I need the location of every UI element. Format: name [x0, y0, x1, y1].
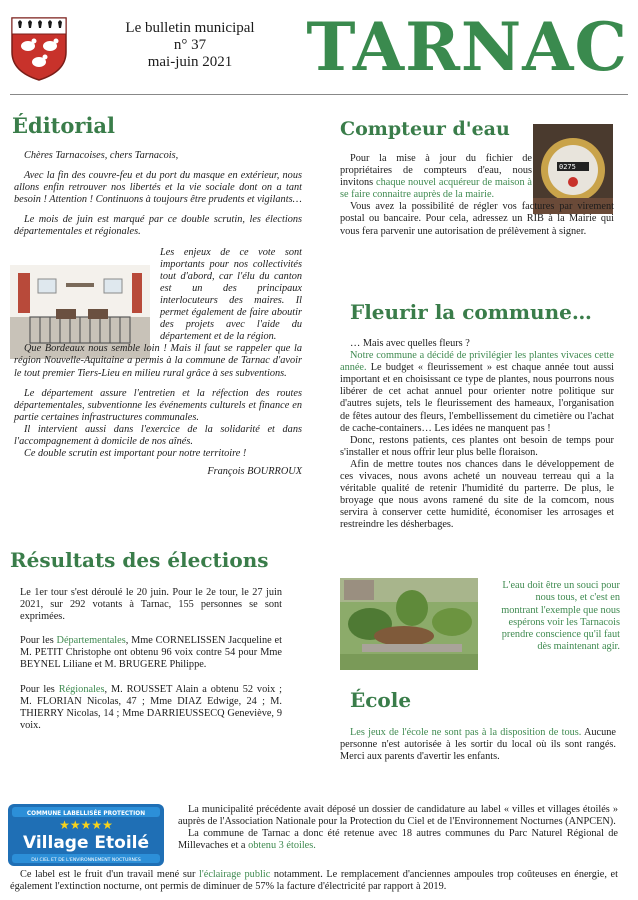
header-divider — [10, 94, 628, 95]
village-etoile-body — [178, 804, 618, 852]
editorial-paragraph: Ce double scrutin est important pour notre territoire ! — [24, 448, 247, 460]
water-meter-body — [340, 153, 614, 238]
flowers-paragraph: Donc, restons patients, ces plantes ont besoin de temps pour s'installer et nous offrir leur plus belle floraison. — [340, 434, 614, 458]
masthead-title: TARNAC — [306, 8, 628, 86]
flowers-title: Fleurir la commune… — [350, 300, 592, 324]
badge-bottom-text: DU CIEL ET DE L'ENVIRONNEMENT NOCTURNES — [31, 858, 141, 863]
badge-top-text: COMMUNE LABELLISÉE PROTECTION — [26, 811, 146, 817]
flowers-paragraph: Notre commune a décidé de privilégier les plantes vivaces cette année. Le budget « fleurissement » est chaque année tout aussi important et en choisissant ce type de plantes, nous pourrons nous libérer de cet achat annuel pour orienter notre politique sur d'autres sujets, tels le fleurissement des hameaux, l'organisation de fêtes autour des fleurs, l'embellissement du cimetière ou l'achat de cache-containers… Les idées ne manquent pas ! — [340, 350, 614, 434]
water-paragraph: Vous avez la possibilité de régler vos factures par virement postal ou bancaire. Pour cela, adressez un RIB à la Mairie qui vous fera parvenir une autorisation de prélèvement à signer. — [340, 201, 614, 237]
editorial-title: Éditorial — [12, 113, 116, 138]
editorial-paragraph: Le mois de juin est marqué par ce double scrutin, les élections départementales et régionales. — [14, 214, 302, 238]
elections-body — [20, 587, 282, 744]
flowers-lead: … Mais avec quelles fleurs ? — [350, 338, 470, 349]
editorial-paragraph: Il intervient aussi dans l'exercice de la solidarité et dans l'accompagnement à domicile de nos aînés. — [14, 423, 302, 447]
bulletin-date: mai-juin 2021 — [147, 54, 233, 70]
editorial-paragraph: Les enjeux de ce vote sont importants pour nos collectivités tout d'abord, car l'élu du canton est un des principaux interlocuteurs des maires. Il permet également de faire aboutir des projets avec l'aide du département et de la région. — [160, 246, 302, 343]
departementales-link: Départementales — [56, 635, 126, 647]
editorial-paragraph: Que Bordeaux nous semble loin ! Mais il faut se rappeler que la région Nouvelle-Aquitaine a permis à la commune de Tarnac d'avoir le tout premier Tiers-Lieu en milieu rural grâce à ses subventions. — [14, 343, 302, 379]
elections-regionales: Pour les Régionales, M. ROUSSET Alain a obtenu 52 voix ; M. FLORIAN Nicolas, 47 ; Mme DIAZ Edwige, 24 ; M. THIERRY Nicolas, 14 ; Mme DARRIEUSSECQ Geneviève, 9 voix. — [20, 683, 282, 731]
village-paragraph: La commune de Tarnac a donc été retenue avec 18 autres communes du Parc Naturel Régional de Millevaches et a obtenu 3 étoiles. — [178, 828, 618, 852]
editorial-signature: François BOURROUX — [207, 466, 302, 478]
water-meter-title: Compteur d'eau — [340, 118, 510, 140]
editorial-body — [14, 150, 302, 481]
svg-text:0275: 0275 — [559, 163, 576, 171]
water-paragraph: Pour la mise à jour du fichier de propriétaires de compteurs d'eau, nous invitons chaque nouvel acquéreur de maison à se faire connaitre auprès de la mairie. — [340, 153, 533, 201]
school-body — [340, 727, 616, 763]
flowers-paragraph: Afin de mettre toutes nos chances dans le développement de ces vivaces, nous avons acheté un nouveau terreau qui a la véritable qualité de retenir l'humidité du parterre. De plus, le broyage que nous avons ramené du site de la comcom, nous servira à conserver cette humidité, économiser les arrosages et restreindre les désherbages. — [340, 458, 614, 531]
village-etoile-badge — [8, 804, 164, 866]
water-quote: L'eau doit être un souci pour nous tous, et c'est en montrant l'exemple que nous espérons voir les Tarnacois prendre conscience qu'il faut dès maintenant agir. — [501, 580, 620, 653]
garden-photo — [340, 578, 478, 670]
elections-departementales: Pour les Départementales, Mme CORNELISSEN Jacqueline et M. PETIT Christophe ont obtenu 96 voix contre 54 pour Mme BEYNEL Liliane et M. BRUGERE Philippe. — [20, 635, 282, 671]
badge-stars: ★★★★★ — [59, 818, 113, 832]
regionales-link: Régionales — [58, 683, 105, 695]
village-etoile-footer — [10, 869, 618, 893]
coat-of-arms-logo — [10, 16, 68, 82]
editorial-paragraph: Avec la fin des couvre-feu et du port du masque en extérieur, nous allons enfin retrouver nos libertés et la vie sociale dont on a tant besoin ! Attention ! Continuons à toujours être prudents et vigilants… — [14, 170, 302, 206]
editorial-paragraph: Le département assure l'entretien et la réfection des routes départementales, subventionne les événements culturels et finance en partie certaines infrastructures communales. — [14, 387, 302, 423]
bulletin-number: n° 37 — [173, 37, 207, 53]
village-paragraph: Ce label est le fruit d'un travail mené sur l'éclairage public notamment. Le remplacement d'anciennes ampoules trop coûteuses en énergie, et également l'extinction nocturne, ont permis de diminuer de 57% la facture d'électricité par rapport à 2019. — [10, 869, 618, 893]
elections-paragraph: Le 1er tour s'est déroulé le 20 juin. Pour le 2e tour, le 27 juin 2021, sur 292 votants à Tarnac, 155 personnes se sont exprimées. — [20, 587, 282, 623]
school-paragraph: Les jeux de l'école ne sont pas à la disposition de tous. Aucune personne n'est autorisée à les sortir du local où ils sont rangés. Merci aux parents d'avertir les enfants. — [340, 727, 616, 763]
school-title: École — [350, 688, 412, 712]
badge-name: Village Etoilé — [22, 833, 150, 853]
bulletin-info — [100, 20, 280, 71]
bulletin-line-1: Le bulletin municipal — [125, 20, 255, 36]
village-paragraph: La municipalité précédente avait déposé un dossier de candidature au label « villes et villages étoilés » auprès de l'Association Nationale pour la Protection du Ciel et de l'Environnement Nocturnes (ANPCEN). — [178, 804, 618, 828]
elections-title: Résultats des élections — [10, 548, 269, 572]
flowers-body — [340, 338, 614, 532]
editorial-greeting: Chères Tarnacoises, chers Tarnacois, — [24, 150, 179, 161]
